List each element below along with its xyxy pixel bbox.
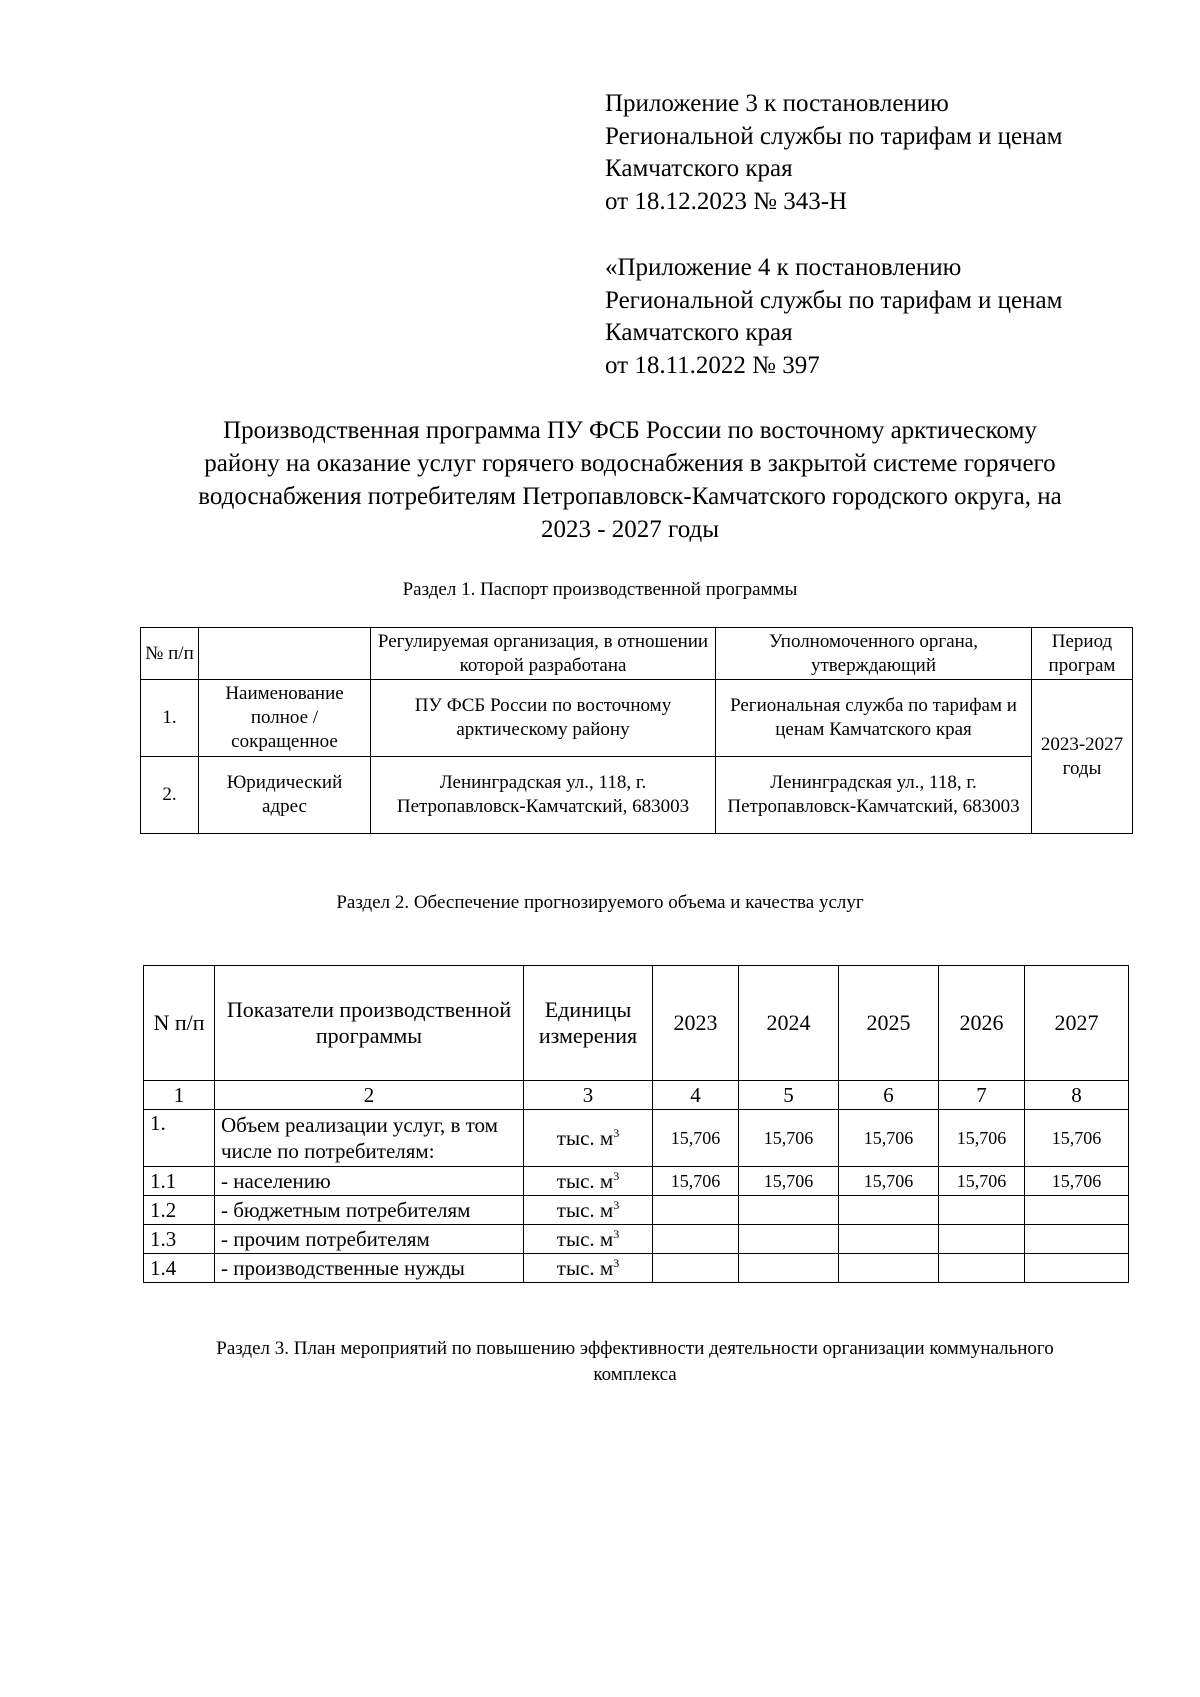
- table-row: [144, 1110, 1129, 1167]
- header-num: N п/п: [144, 966, 215, 1081]
- unit-sup: 3: [613, 1169, 620, 1183]
- header-period: Период програм: [1032, 628, 1133, 680]
- unit-text: тыс. м: [556, 1227, 614, 1251]
- header-org: Регулируемая организация, в отношении которой разработана: [371, 628, 716, 680]
- unit-text: тыс. м: [556, 1126, 614, 1150]
- row-value: 15,706: [839, 1110, 939, 1167]
- header-num: № п/п: [141, 628, 199, 680]
- header-unit: Единицы измерения: [524, 966, 653, 1081]
- row-value: [739, 1225, 839, 1254]
- table-row: [144, 1196, 1129, 1225]
- row-name: - прочим потребителям: [215, 1225, 524, 1254]
- table-row: [141, 680, 1133, 757]
- row-org: Ленинградская ул., 118, г. Петропавловск-Камчатский, 683003: [371, 757, 716, 834]
- document-title-line: 2023 - 2027 годы: [540, 516, 719, 543]
- row-value: 15,706: [839, 1167, 939, 1196]
- unit-sup: 3: [613, 1227, 620, 1241]
- row-value: [939, 1225, 1025, 1254]
- table-row: [144, 1167, 1129, 1196]
- row-unit: [524, 1225, 653, 1254]
- document-title-line: району на оказание услуг горячего водоснабжения в закрытой системе горячего: [204, 450, 1056, 477]
- passport-table: [140, 627, 1133, 834]
- row-unit: [524, 1167, 653, 1196]
- column-number-row: [144, 1081, 1129, 1110]
- unit-sup: 3: [613, 1126, 620, 1140]
- column-number: 3: [524, 1081, 653, 1110]
- row-value: 15,706: [939, 1167, 1025, 1196]
- row-value: [653, 1196, 739, 1225]
- annex-current: [605, 88, 1062, 218]
- row-value: 15,706: [1025, 1110, 1129, 1167]
- annex-current-line: Региональной службы по тарифам и ценам: [605, 122, 1063, 150]
- document-title: [130, 414, 1130, 546]
- header-authority: Уполномоченного органа, утверждающий: [716, 628, 1032, 680]
- header-indicator: Показатели производственной программы: [215, 966, 524, 1081]
- row-value: 15,706: [1025, 1167, 1129, 1196]
- table-row: [144, 1254, 1129, 1283]
- row-unit: [524, 1254, 653, 1283]
- section1-title: Раздел 1. Паспорт производственной программы: [402, 579, 798, 600]
- volume-table: [143, 965, 1129, 1283]
- row-value: [739, 1254, 839, 1283]
- row-value: 15,706: [653, 1167, 739, 1196]
- period-value: 2023-2027 годы: [1032, 680, 1133, 834]
- header-year: 2024: [739, 966, 839, 1081]
- row-num: 1.1: [144, 1167, 215, 1196]
- row-value: [1025, 1196, 1129, 1225]
- row-unit: [524, 1196, 653, 1225]
- annex-current-line: Приложение 3 к постановлению: [605, 90, 949, 117]
- unit-sup: 3: [613, 1198, 620, 1212]
- row-value: 15,706: [739, 1167, 839, 1196]
- column-number: 5: [739, 1081, 839, 1110]
- unit-text: тыс. м: [556, 1198, 614, 1222]
- row-authority: Региональная служба по тарифам и ценам Камчатского края: [716, 680, 1032, 757]
- unit-text: тыс. м: [556, 1256, 614, 1280]
- document-title-line: Производственная программа ПУ ФСБ России по восточному арктическому: [223, 417, 1037, 444]
- section2-title: Раздел 2. Обеспечение прогнозируемого объема и качества услуг: [336, 892, 864, 913]
- row-label: Наименование полное / сокращенное: [199, 680, 371, 757]
- unit-sup: 3: [613, 1256, 620, 1270]
- row-value: [839, 1254, 939, 1283]
- header-year: 2023: [653, 966, 739, 1081]
- column-number: 6: [839, 1081, 939, 1110]
- row-value: 15,706: [739, 1110, 839, 1167]
- annex-previous-line: Региональной службы по тарифам и ценам: [605, 286, 1063, 314]
- row-name: Объем реализации услуг, в том числе по потребителям:: [215, 1110, 524, 1167]
- header-year: 2027: [1025, 966, 1129, 1081]
- annex-previous-line: Камчатского края: [605, 319, 793, 346]
- passport-header-row: [141, 628, 1133, 680]
- row-num: 2.: [141, 757, 199, 834]
- row-value: 15,706: [653, 1110, 739, 1167]
- row-value: [739, 1196, 839, 1225]
- column-number: 1: [144, 1081, 215, 1110]
- row-org: ПУ ФСБ России по восточному арктическому району: [371, 680, 716, 757]
- row-num: 1.3: [144, 1225, 215, 1254]
- annex-current-line: Камчатского края: [605, 155, 793, 182]
- row-name: - населению: [215, 1167, 524, 1196]
- row-num: 1.: [141, 680, 199, 757]
- volume-header-row: [144, 966, 1129, 1081]
- row-value: [939, 1196, 1025, 1225]
- unit-text: тыс. м: [556, 1169, 614, 1193]
- document-title-line: водоснабжения потребителям Петропавловск-Камчатского городского округа, на: [198, 483, 1062, 510]
- row-value: 15,706: [939, 1110, 1025, 1167]
- section3-title: Раздел 3. План мероприятий по повышению эффективности деятельности организации коммунального комплекса: [216, 1338, 1054, 1385]
- row-num: 1.4: [144, 1254, 215, 1283]
- annex-current-line: от 18.12.2023 № 343-Н: [605, 187, 848, 215]
- row-authority: Ленинградская ул., 118, г. Петропавловск-Камчатский, 683003: [716, 757, 1032, 834]
- row-num: 1.2: [144, 1196, 215, 1225]
- row-value: [839, 1225, 939, 1254]
- table-row: [144, 1225, 1129, 1254]
- row-value: [839, 1196, 939, 1225]
- row-unit: [524, 1110, 653, 1167]
- column-number: 4: [653, 1081, 739, 1110]
- row-num: 1.: [144, 1110, 215, 1167]
- row-value: [1025, 1225, 1129, 1254]
- row-name: - производственные нужды: [215, 1254, 524, 1283]
- row-value: [653, 1254, 739, 1283]
- row-name: - бюджетным потребителям: [215, 1196, 524, 1225]
- row-label: Юридический адрес: [199, 757, 371, 834]
- column-number: 8: [1025, 1081, 1129, 1110]
- annex-previous: [605, 252, 1062, 382]
- column-number: 2: [215, 1081, 524, 1110]
- annex-previous-line: «Приложение 4 к постановлению: [605, 254, 962, 281]
- header-year: 2025: [839, 966, 939, 1081]
- row-value: [1025, 1254, 1129, 1283]
- row-value: [653, 1225, 739, 1254]
- row-value: [939, 1254, 1025, 1283]
- annex-previous-line: от 18.11.2022 № 397: [605, 351, 820, 379]
- header-year: 2026: [939, 966, 1025, 1081]
- column-number: 7: [939, 1081, 1025, 1110]
- header-blank: [199, 628, 371, 680]
- table-row: [141, 757, 1133, 834]
